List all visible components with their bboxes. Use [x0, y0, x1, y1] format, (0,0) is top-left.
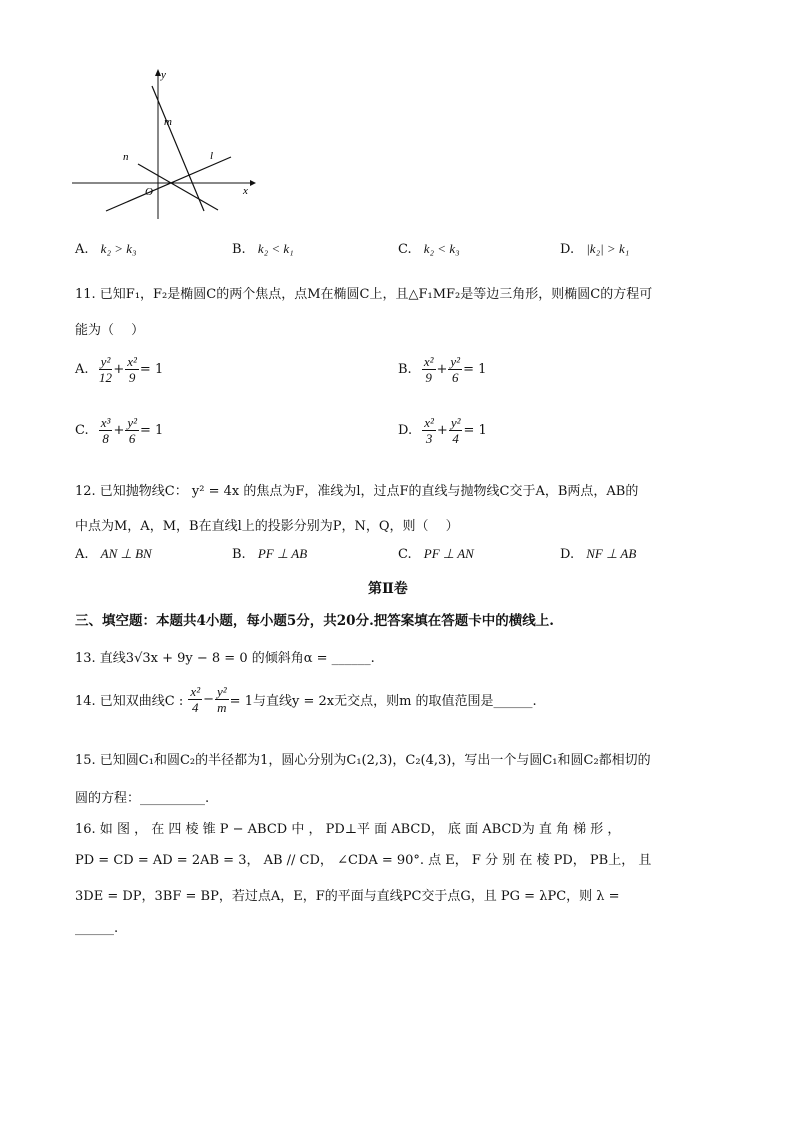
- origin-label: O: [145, 186, 153, 198]
- q16-stem-line2: PD = CD = AD = 2AB = 3， AB // CD， ∠CDA = 90°. 点 E， F 分 别 在 棱 PD， PB上， 且: [75, 853, 652, 868]
- option-c-label: C.: [398, 242, 412, 257]
- q12-stem-line1: 12. 已知抛物线C： y² = 4x 的焦点为F，准线为l，过点F的直线与抛物线C交于A，B两点，AB的: [75, 484, 639, 499]
- fraction: $\frac{\text{y²}}{12}$: [99, 354, 112, 385]
- option-b-label: B.: [232, 242, 246, 257]
- q12-stem-line2: 中点为M，A，M，B在直线l上的投影分别为P，N，Q，则（ ）: [75, 519, 459, 534]
- option-d-text: NF ⊥ AB: [586, 546, 637, 561]
- section-title: 第Ⅱ卷: [368, 581, 408, 597]
- q15-stem-line2: 圆的方程：__________.: [75, 791, 210, 806]
- line-m: [152, 86, 204, 211]
- q11-stem-line2: 能为（ ）: [75, 323, 145, 338]
- q14-stem: 14. 已知双曲线C : $\frac{\text{x²}}{4}$ − $\frac{\text{y²}}{m}$ = 1与直线y = 2x无交点，则m 的取值范围是______.: [75, 684, 537, 715]
- option-a-text: AN ⊥ BN: [100, 546, 152, 561]
- option-b-text: k₂ < k₁: [257, 241, 294, 256]
- option-c-text: PF ⊥ AN: [423, 546, 474, 561]
- section-heading: 三、填空题：本题共4小题，每小题5分，共20分.把答案填在答题卡中的横线上.: [75, 613, 554, 629]
- q10-option-a: [75, 241, 137, 257]
- q16-stem-line1: 16. 如 图 ， 在 四 棱 锥 P − ABCD 中 ， PD⊥平 面 ABCD， 底 面 ABCD为 直 角 梯 形 ，: [75, 822, 621, 837]
- option-b-label: B.: [398, 362, 412, 377]
- option-a-label: A.: [75, 362, 89, 377]
- q10-option-d: [560, 241, 629, 257]
- q11-option-a: A. $\frac{\text{y²}}{12}$ + $\frac{\text{x²}}{9}$ = 1: [75, 354, 164, 385]
- q16-stem-line4: ______.: [75, 921, 119, 936]
- q10-figure: [68, 64, 258, 224]
- q12-option-d: [560, 546, 636, 562]
- q11-option-c: C. $\frac{\text{x³}}{8}$ + $\frac{\text{y²}}{6}$ = 1: [75, 415, 164, 446]
- axis-x-label: x: [243, 185, 248, 197]
- option-d-text: |k₂| > k₁: [586, 241, 630, 256]
- fraction: $\frac{\text{x³}}{8}$: [100, 415, 111, 446]
- fraction: $\frac{\text{y²}}{4}$: [450, 415, 461, 446]
- option-c-text: k₂ < k₃: [423, 241, 460, 256]
- option-a-label: A.: [75, 242, 89, 257]
- q12-option-a: [75, 546, 152, 562]
- fraction: $\frac{\text{x²}}{9}$: [423, 354, 434, 385]
- option-a-text: k₂ > k₃: [100, 241, 137, 256]
- axis-y-label: y: [161, 69, 166, 81]
- q12-option-c: [398, 546, 474, 562]
- q12-option-b: [232, 546, 307, 562]
- q11-option-b: B. $\frac{\text{x²}}{9}$ + $\frac{\text{y²}}{6}$ = 1: [398, 354, 487, 385]
- q15-stem-line1: 15. 已知圆C₁和圆C₂的半径都为1，圆心分别为C₁(2,3)，C₂(4,3)，写出一个与圆C₁和圆C₂都相切的: [75, 753, 651, 768]
- line-n-label: n: [123, 151, 129, 163]
- line-m-label: m: [164, 116, 172, 128]
- fraction: $\frac{\text{y²}}{m}$: [217, 684, 227, 715]
- option-c-label: C.: [398, 547, 412, 562]
- option-d-label: D.: [560, 242, 575, 257]
- option-a-label: A.: [75, 547, 89, 562]
- fraction: $\frac{\text{y²}}{6}$: [127, 415, 138, 446]
- q10-option-b: [232, 241, 294, 257]
- fraction: $\frac{\text{x²}}{3}$: [424, 415, 434, 446]
- x-axis-arrow-icon: [250, 180, 256, 186]
- option-d-label: D.: [560, 547, 575, 562]
- q13-stem: 13. 直线3√3x + 9y − 8 = 0 的倾斜角α = ______.: [75, 651, 375, 666]
- q16-stem-line3: 3DE = DP，3BF = BP，若过点A，E，F的平面与直线PC交于点G，且 PG = λPC，则 λ =: [75, 889, 620, 904]
- fraction: $\frac{\text{x²}}{4}$: [190, 684, 201, 715]
- option-b-text: PF ⊥ AB: [257, 546, 308, 561]
- option-d-label: D.: [398, 423, 413, 438]
- option-c-label: C.: [75, 423, 89, 438]
- line-l-label: l: [210, 150, 214, 162]
- q10-option-c: [398, 241, 460, 257]
- line-l: [106, 157, 231, 211]
- fraction: $\frac{\text{y²}}{6}$: [450, 354, 461, 385]
- fraction: $\frac{\text{x²}}{9}$: [127, 354, 137, 385]
- option-b-label: B.: [232, 547, 246, 562]
- q11-option-d: D. $\frac{\text{x²}}{3}$ + $\frac{\text{y²}}{4}$ = 1: [398, 415, 487, 446]
- q11-stem-line1: 11. 已知F₁，F₂是椭圆C的两个焦点，点M在椭圆C上，且△F₁MF₂是等边三角形，则椭圆C的方程可: [75, 287, 653, 302]
